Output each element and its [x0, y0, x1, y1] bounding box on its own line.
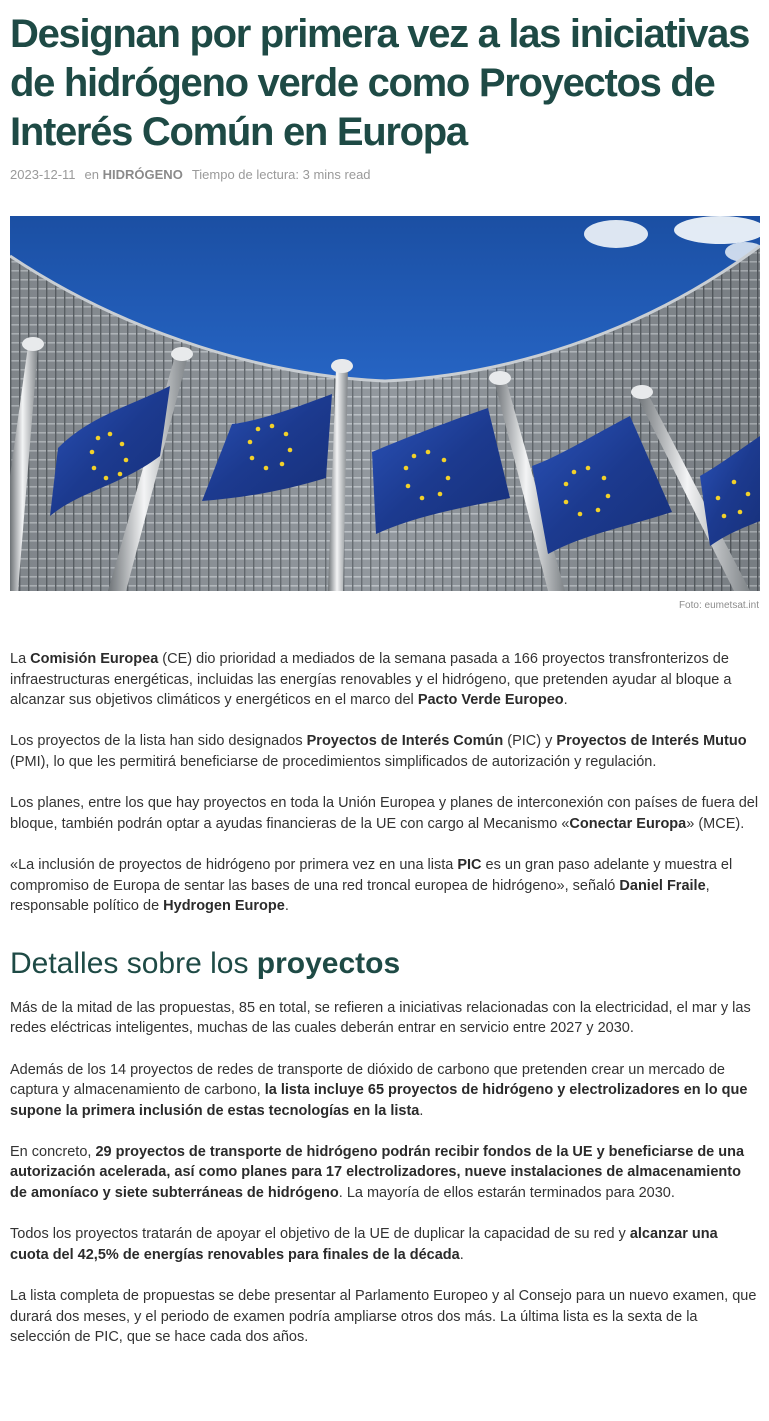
paragraph-details-2: Además de los 14 proyectos de redes de transporte de dióxido de carbono que pretenden crear un mercado de captura y almacenamiento de carbono, la lista incluye 65 proyectos de hidrógeno y electrolizadores en lo que supone la primera inclusión de estas tecnologías en la lista.: [10, 1061, 748, 1119]
article-meta: [10, 167, 371, 183]
publish-date: 2023-12-11: [10, 167, 76, 182]
section-heading: Detalles sobre los proyectos: [10, 946, 401, 980]
category-prefix: en: [84, 167, 100, 182]
paragraph-details-3: En concreto, 29 proyectos de transporte de hidrógeno podrán recibir fondos de la UE y beneficiarse de una autorización acelerada, así como planes para 17 electrolizadores, nueve instalaciones de almacenamiento de amoníaco y siete subterráneas de hidrógeno. La mayoría de ellos estarán terminados para 2030.: [10, 1143, 745, 1202]
paragraph-details-1: Más de la mitad de las propuestas, 85 en total, se refieren a iniciativas relacionadas con la electricidad, el mar y las redes eléctricas inteligentes, muchas de las cuales deberán entrar en servicio entre 2027 y 2030.: [10, 999, 751, 1037]
hero-image-eu-flags: [10, 216, 760, 591]
image-credit: Foto: eumetsat.int: [678, 600, 759, 611]
article-body: [10, 649, 760, 1368]
article-title: Designan por primera vez a las iniciativas de hidrógeno verde como Proyectos de Interés Común en Europa: [10, 12, 750, 154]
paragraph-details-4: Todos los proyectos tratarán de apoyar el objetivo de la UE de duplicar la capacidad de su red y alcanzar una cuota del 42,5% de energías renovables para finales de la década.: [10, 1226, 718, 1263]
category-link[interactable]: HIDRÓGENO: [102, 167, 183, 182]
paragraph-quote: «La inclusión de proyectos de hidrógeno por primera vez en una lista PIC es un gran paso adelante y muestra el compromiso de Europa de sentar las bases de una red troncal europea de hidrógeno», señaló Daniel Fraile, responsable político de Hydrogen Europe.: [10, 856, 733, 915]
paragraph-intro-2: Los proyectos de la lista han sido designados Proyectos de Interés Común (PIC) y Proyectos de Interés Mutuo (PMI), lo que les permitirá beneficiarse de procedimientos simplificados de autorización y regulación.: [10, 733, 747, 770]
reading-time: Tiempo de lectura: 3 mins read: [191, 167, 371, 182]
paragraph-intro-3: Los planes, entre los que hay proyectos en toda la Unión Europea y planes de interconexión con países de fuera del bloque, también podrán optar a ayudas financieras de la UE con cargo al Mecanismo «Conectar Europa» (MCE).: [10, 795, 759, 832]
paragraph-intro-1: La Comisión Europea (CE) dio prioridad a mediados de la semana pasada a 166 proyectos transfronterizos de infraestructuras energéticas, incluidas las energías renovables y el hidrógeno, que pretenden ayudar al bloque a alcanzar sus objetivos climáticos y energéticos en el marco del Pacto Verde Europeo.: [10, 651, 732, 709]
paragraph-details-5: La lista completa de propuestas se debe presentar al Parlamento Europeo y al Consejo para un nuevo examen, que durará dos meses, y el periodo de examen podría ampliarse otros dos más. La última lista es la sexta de la selección de PIC, que se hace cada dos años.: [10, 1288, 757, 1346]
